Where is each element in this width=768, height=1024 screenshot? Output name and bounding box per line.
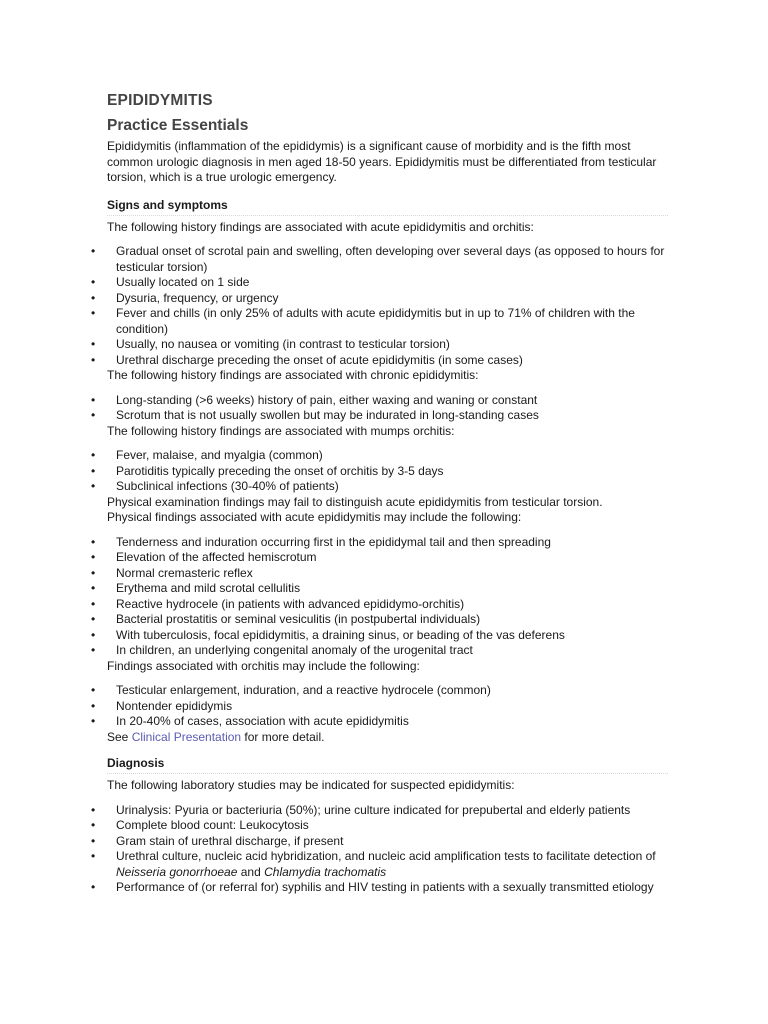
organism-chlamydia: Chlamydia trachomatis bbox=[264, 864, 387, 879]
list-item: • Dysuria, frequency, or urgency bbox=[107, 291, 668, 307]
list-item: • Normal cremasteric reflex bbox=[107, 566, 668, 582]
culture-and: and bbox=[237, 864, 265, 879]
list-item: • Urethral discharge preceding the onset of acute epididymitis (in some cases) bbox=[107, 353, 668, 369]
see-more-line bbox=[107, 730, 668, 746]
diagnosis-intro: The following laboratory studies may be indicated for suspected epididymitis: bbox=[107, 778, 515, 792]
list-item: • In children, an underlying congenital anomaly of the urogenital tract bbox=[107, 643, 668, 659]
list-item: • Long-standing (>6 weeks) history of pain, either waxing and waning or constant bbox=[107, 393, 668, 409]
list-item: • With tuberculosis, focal epididymitis, a draining sinus, or beading of the vas deferens bbox=[107, 628, 668, 644]
mumps-history-intro: The following history findings are associated with mumps orchitis: bbox=[107, 423, 455, 438]
list-item: • Complete blood count: Leukocytosis bbox=[107, 818, 668, 834]
heading-diagnosis: Diagnosis bbox=[107, 756, 668, 774]
list-item: • Gradual onset of scrotal pain and swelling, often developing over several days (as opposed to hours for testicular torsion) bbox=[107, 244, 668, 275]
acute-history-intro: The following history findings are associated with acute epididymitis and orchitis: bbox=[107, 219, 534, 234]
list-item: • Parotiditis typically preceding the onset of orchitis by 3-5 days bbox=[107, 464, 668, 480]
intro-paragraph: Epididymitis (inflammation of the epididymis) is a significant cause of morbidity and is the fifth most common urologic diagnosis in men aged 18-50 years. Epididymitis must be differentiated from testicular torsion, which is a true urologic emergency. bbox=[107, 139, 657, 184]
physical-findings-list bbox=[107, 535, 668, 659]
list-item: • Scrotum that is not usually swollen but may be indurated in long-standing cases bbox=[107, 408, 668, 424]
list-item: • Tenderness and induration occurring first in the epididymal tail and then spreading bbox=[107, 535, 668, 551]
list-item: • Reactive hydrocele (in patients with advanced epididymo-orchitis) bbox=[107, 597, 668, 613]
diagnosis-list bbox=[107, 803, 668, 896]
orchitis-findings-intro: Findings associated with orchitis may include the following: bbox=[107, 658, 420, 673]
section-title-practice-essentials: Practice Essentials bbox=[107, 117, 249, 134]
list-item bbox=[107, 849, 668, 880]
see-suffix: for more detail. bbox=[241, 729, 325, 744]
list-item: • Testicular enlargement, induration, and a reactive hydrocele (common) bbox=[107, 683, 668, 699]
list-item: • Subclinical infections (30-40% of patients) bbox=[107, 479, 668, 495]
see-prefix: See bbox=[107, 729, 132, 744]
list-item: • Urinalysis: Pyuria or bacteriuria (50%); urine culture indicated for prepubertal and elderly patients bbox=[107, 803, 668, 819]
list-item: • Bacterial prostatitis or seminal vesiculitis (in postpubertal individuals) bbox=[107, 612, 668, 628]
physical-exam-note: Physical examination findings may fail to distinguish acute epididymitis from testicular torsion. bbox=[107, 494, 603, 509]
list-item: • Usually, no nausea or vomiting (in contrast to testicular torsion) bbox=[107, 337, 668, 353]
organism-neisseria: Neisseria gonorrhoeae bbox=[116, 864, 238, 879]
acute-findings-list bbox=[107, 244, 668, 368]
clinical-presentation-link[interactable]: Clinical Presentation bbox=[131, 729, 242, 744]
list-item: • Fever, malaise, and myalgia (common) bbox=[107, 448, 668, 464]
chronic-findings-list bbox=[107, 393, 668, 424]
mumps-findings-list bbox=[107, 448, 668, 495]
list-item: • In 20-40% of cases, association with acute epididymitis bbox=[107, 714, 668, 730]
page-title: EPIDIDYMITIS bbox=[107, 92, 213, 109]
list-item: • Nontender epididymis bbox=[107, 699, 668, 715]
list-item: • Performance of (or referral for) syphilis and HIV testing in patients with a sexually transmitted etiology bbox=[107, 880, 668, 896]
list-item: • Erythema and mild scrotal cellulitis bbox=[107, 581, 668, 597]
physical-findings-intro: Physical findings associated with acute epididymitis may include the following: bbox=[107, 510, 522, 524]
orchitis-findings-list bbox=[107, 683, 668, 730]
chronic-history-intro: The following history findings are associated with chronic epididymitis: bbox=[107, 368, 479, 382]
list-item: • Fever and chills (in only 25% of adults with acute epididymitis but in up to 71% of children with the condition) bbox=[107, 306, 668, 337]
list-item: • Elevation of the affected hemiscrotum bbox=[107, 550, 668, 566]
list-item: • Gram stain of urethral discharge, if present bbox=[107, 834, 668, 850]
list-item: • Usually located on 1 side bbox=[107, 275, 668, 291]
heading-signs-and-symptoms: Signs and symptoms bbox=[107, 198, 668, 216]
culture-text: Urethral culture, nucleic acid hybridization, and nucleic acid amplification tests to facilitate detection of bbox=[116, 849, 656, 863]
